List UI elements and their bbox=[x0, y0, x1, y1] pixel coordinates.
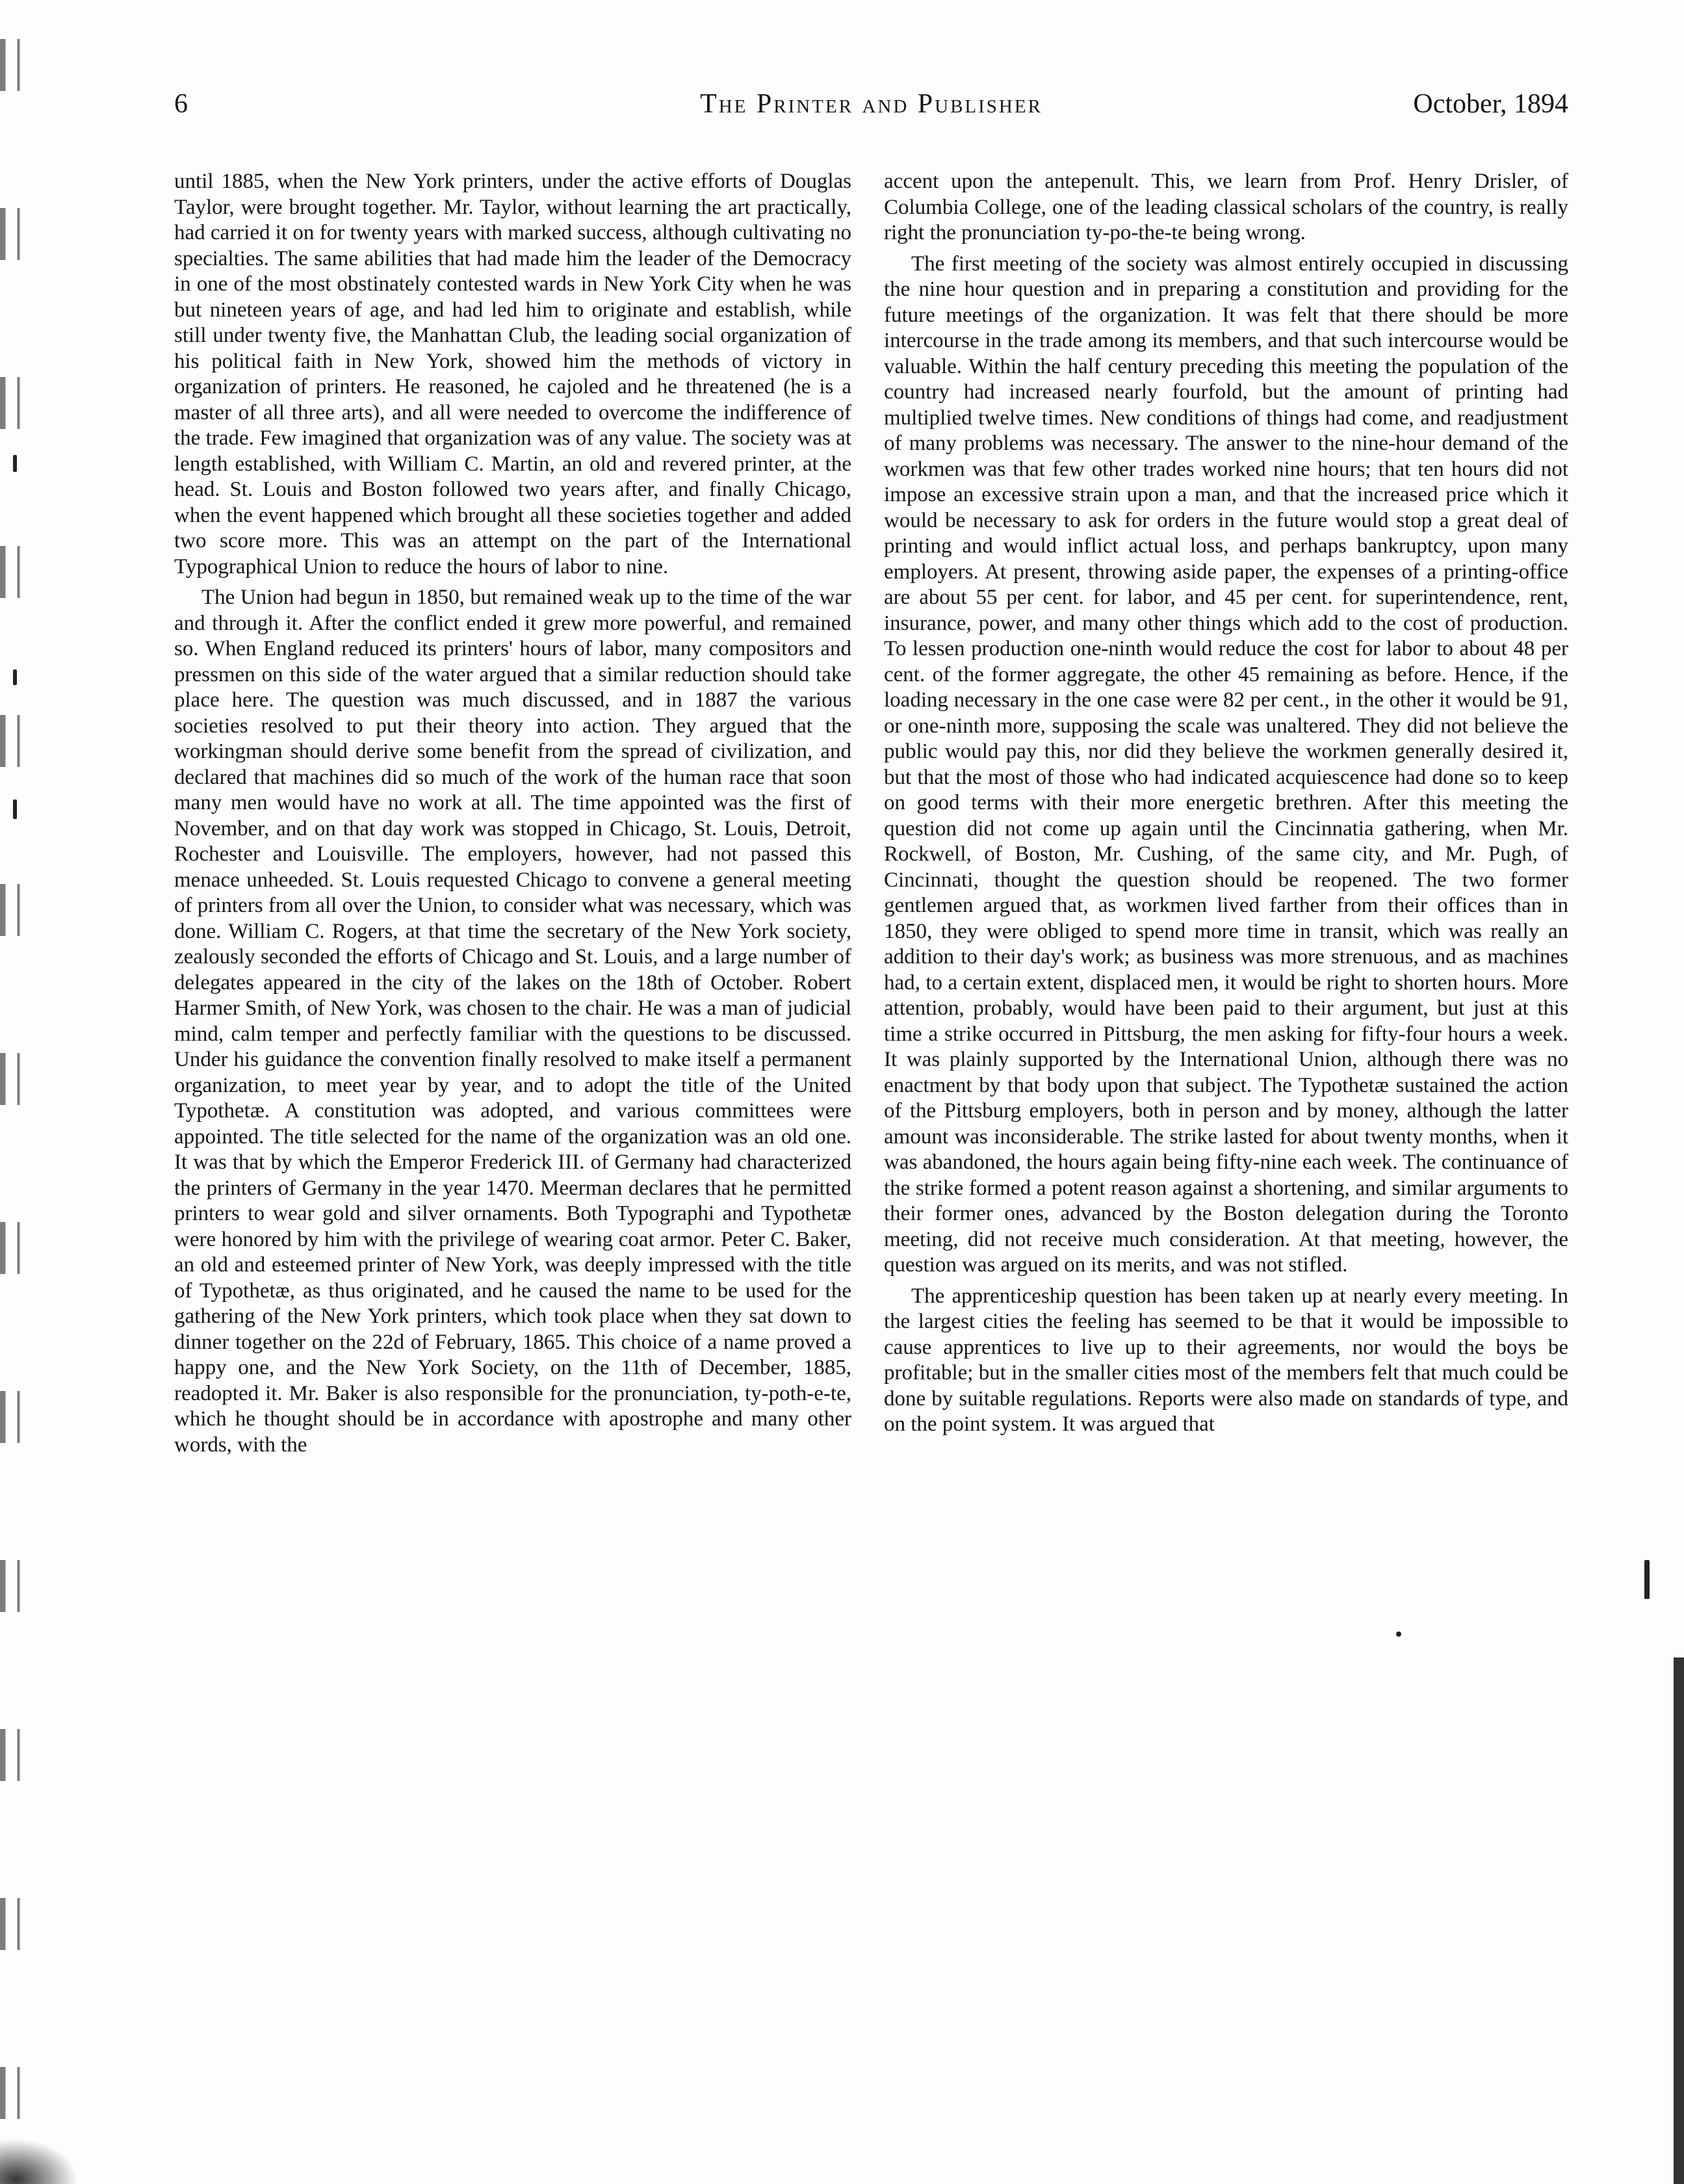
paragraph: The Union had begun in 1850, but remained weak up to the time of the war and through it. After the conflict ended it grew more powerful, and remained so. When England reduced its printers' hours of labor, many compositors and pressmen on this side of the water argued that a similar reduction should take place here. The question was much discussed, and in 1887 the various societies resolved to put their theory into action. They argued that the workingman should derive some benefit from the spread of civilization, and declared that machines did so much of the work of the human race that soon many men would have no work at all. The time appointed was the first of November, and on that day work was stopped in Chicago, St. Louis, Detroit, Rochester and Louisville. The employers, however, had not passed this menace unheeded. St. Louis requested Chicago to convene a general meeting of printers from all over the Union, to consider what was necessary, which was done. William C. Rogers, at that time the secretary of the New York society, zealously seconded the efforts of Chicago and St. Louis, and a large number of delegates appeared in the city of the lakes on the 18th of October. Robert Harmer Smith, of New York, was chosen to the chair. He was a man of judicial mind, calm temper and perfectly familiar with the questions to be discussed. Under his guidance the convention finally resolved to make itself a permanent organization, to meet year by year, and to adopt the title of the United Typothetæ. A constitution was adopted, and various committees were appointed. The title selected for the name of the organization was an old one. It was that by which the Emperor Frederick III. of Germany had characterized the printers of Germany in the year 1470. Meerman declares that he permitted printers to wear gold and silver ornaments. Both Typographi and Typothetæ were honored by him with the privilege of wearing coat armor. Peter C. Baker, an old and esteemed printer of New York, was deeply impressed with the title of Typothetæ, as thus originated, and he caused the name to be used for the gathering of the New York printers, which took place when they sat down to dinner together on the 22d of February, 1865. This choice of a name proved a happy one, and the New York Society, on the 11th of December, 1885, readopted it. Mr. Baker is also responsible for the pronunciation, ty-poth-e-te, which he thought should be in accordance with apostrophe and many other words, with the bbox=[174, 586, 852, 1457]
margin-speck bbox=[13, 670, 17, 685]
left-column bbox=[174, 169, 851, 1458]
issue-date: October, 1894 bbox=[1413, 89, 1568, 119]
running-head bbox=[174, 84, 1568, 124]
right-column bbox=[884, 169, 1568, 1438]
margin-speck bbox=[13, 800, 17, 819]
paragraph: The apprenticeship question has been taken up at nearly every meeting. In the largest cities the feeling has seemed to be that it would be impossible to cause apprentices to live up to their agreements, nor would the boys be profitable; but in the smaller cities most of the members felt that much could be done by suitable regulations. Reports were also made on standards of type, and on the point system. It was argued that bbox=[884, 1284, 1568, 1436]
paragraph: until 1885, when the New York printers, under the active efforts of Douglas Taylor, were brought together. Mr. Taylor, without learning the art practically, had carried it on for twenty years with marked success, although cultivating no specialties. The same abilities that had made him the leader of the Democracy in one of the most obstinately contested wards in New York City when he was but nineteen years of age, and had led him to originate and establish, while still under twenty five, the Manhattan Club, the leading social organization of his political faith in New York, showed him the methods of victory in organization of printers. He reasoned, he cajoled and he threatened (he is a master of all three arts), and all were needed to overcome the indifference of the trade. Few imagined that organization was of any value. The society was at length established, with William C. Martin, an old and revered printer, at the head. St. Louis and Boston followed two years after, and finally Chicago, when the event happened which brought all these societies together and added two score more. This was an attempt on the part of the International Typographical Union to reduce the hours of labor to nine. bbox=[174, 170, 851, 578]
publication-title: The Printer and Publisher bbox=[700, 89, 1043, 119]
margin-speck bbox=[1396, 1632, 1401, 1637]
scan-right-edge bbox=[1670, 1658, 1684, 2184]
paragraph: accent upon the antepenult. This, we learn from Prof. Henry Drisler, of Columbia College, one of the leading classical scholars of the country, is really right the pronunciation ty-po-the-te being wrong. bbox=[884, 170, 1568, 244]
margin-speck bbox=[13, 455, 17, 472]
page-number: 6 bbox=[174, 89, 188, 119]
scan-corner-smudge bbox=[0, 2138, 78, 2184]
scan-binding-edge bbox=[0, 0, 45, 2184]
paragraph: The first meeting of the society was almost entirely occupied in discussing the nine hour question and in preparing a constitution and providing for the future meetings of the organization. It was felt that there should be more intercourse in the trade among its members, and that such intercourse would be valuable. Within the half century preceding this meeting the population of the country had increased nearly fourfold, but the amount of printing had multiplied twelve times. New conditions of things had come, and readjustment of many problems was necessary. The answer to the nine-hour demand of the workmen was that few other trades worked nine hours; that ten hours did not impose an excessive strain upon a man, and that the increased price which it would be necessary to ask for orders in the future would stop a great deal of printing and would inflict actual loss, and perhaps bankruptcy, upon many employers. At present, throwing aside paper, the expenses of a printing-office are about 55 per cent. for labor, and 45 per cent. for superintendence, rent, insurance, power, and many other things which add to the cost of production. To lessen production one-ninth would reduce the cost for labor to about 48 per cent. of the former aggregate, the other 45 remaining as before. Hence, if the loading necessary in the one case were 82 per cent., in the other it would be 91, or one-ninth more, supposing the scale was unaltered. They did not believe the public would pay this, nor did they believe the workmen generally desired it, but that the most of those who had indicated acquiescence had done so to keep on good terms with their more energetic brethren. After this meeting the question did not come up again until the Cincinnatia gathering, when Mr. Rockwell, of Boston, Mr. Cushing, of the same city, and Mr. Pugh, of Cincinnati, thought the question should be reopened. The two former gentlemen argued that, as workmen lived farther from their offices than in 1850, they were obliged to spend more time in transit, which was really an addition to their day's work; as business was more strenuous, and as machines had, to a certain extent, displaced men, it would be right to shorten hours. More attention, probably, would have been paid to their argument, but just at this time a strike occurred in Pittsburg, the men asking for fifty-four hours a week. It was plainly supported by the International Union, although there was no enactment by that body upon that subject. The Typothetæ sustained the action of the Pittsburg employers, both in person and by money, although the latter amount was inconsiderable. The strike lasted for about twenty months, when it was abandoned, the hours again being fifty-nine each week. The continuance of the strike formed a potent reason against a shortening, and similar arguments to their former ones, advanced by the Boston delegation during the Toronto meeting, did not receive much consideration. At that meeting, however, the question was argued on its merits, and was not stifled. bbox=[884, 252, 1568, 1277]
margin-speck bbox=[1644, 1560, 1650, 1599]
